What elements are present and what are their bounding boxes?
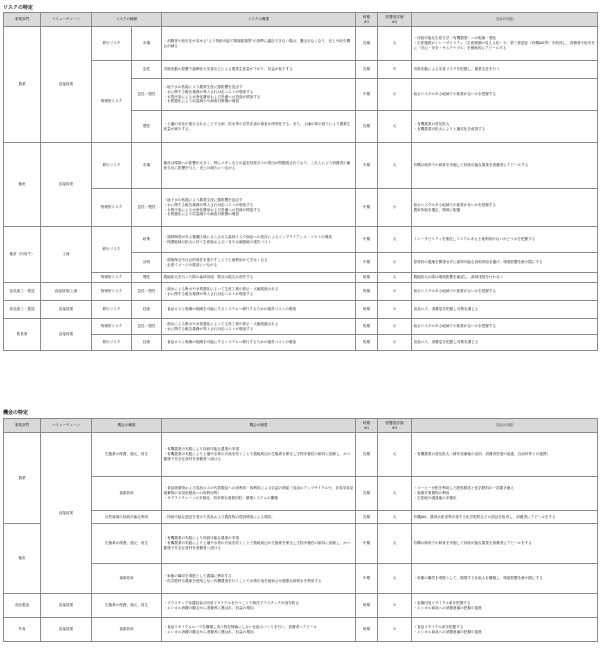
summary-cell: ・プラスチック容器包装の回収リサイクルを行うことで海洋プラスチック汚染を防止 ・エシカル消費の観点から消費者に選ばれ、収益の増加 (162, 594, 356, 618)
impact-cell: 大 (378, 227, 412, 253)
summary-cell: ・渇水による断水や水質悪化によって生産工程の停止・大幅短縮される ・水に関する報告義務が導入され対応コストが増加する (162, 319, 356, 335)
risk-subtype-cell: 慢性 (132, 111, 162, 143)
summary-cell: ・食品ロスと廃棄の削減を可能にするシステムへ移行するための運営コストの増加 (162, 335, 356, 351)
value-chain-cell: 直接採業 (41, 618, 92, 642)
table-row (4, 564, 598, 594)
impact-cell: 大 (378, 273, 412, 283)
dept-cell: 農業 (4, 433, 41, 524)
response-cell: ・有機農業の普及拡大 ・有機農業の拡大により土壌劣化を改善する (412, 111, 598, 143)
summary-cell: ・食品リサイクルループを構築し食べ物を無駄にしない仕組みづくりを行い、消費者へアピール ・エシカル消費の観点から消費者に選ばれ、収益の増加 (162, 618, 356, 642)
header-opportunity-type: 機会の種類 (92, 419, 162, 433)
risk-header-row (4, 13, 598, 27)
summary-cell: 農地拡大を行った際の森林伐採、既存の植生が消失する (162, 273, 356, 283)
response-cell: 取水リスクのある地域での採業がないかを把握する (412, 283, 598, 301)
header-response: 当社の対応 (412, 419, 598, 433)
response-cell: ・コーヒー豆粕を利用した肥料製造と化学肥料の一部置き換え ・廃棄作業農物の利用 ・生産地や調達地の多様化 (412, 477, 598, 511)
response-cell: 有機の飼育での飼育を実施して持続可能な農業を消費者にアピールする (412, 143, 598, 189)
response-cell: 取水リスクのある地域での採業がないかを把握する (412, 319, 598, 335)
table-row (4, 524, 598, 564)
risk-type-cell: 移行リスク (92, 335, 132, 351)
opportunity-type-cell: 生態系の保護、復元、再生 (92, 433, 162, 477)
response-cell: 気候変動による災害リスクを把握し、農業生産を行う (412, 61, 598, 79)
table-row (4, 319, 598, 335)
dept-cell: 食品加工・製造 (4, 283, 41, 301)
risk-subtype-cell: 政策 (132, 227, 162, 253)
response-cell: 食品ロス、消費量を把握し対策を講じる (412, 301, 598, 319)
summary-cell: ・消費者や取引先が求める"より持続可能で環境配慮型"の基準に適応できない場合、選ばれなくなり、売上や取引機会が減る (162, 27, 356, 61)
response-cell: 食品ロス、消費量を把握し対策を講じる (412, 335, 598, 351)
impact-cell: 大 (378, 564, 412, 594)
opportunity-header-row (4, 419, 598, 433)
impact-cell: 小 (378, 253, 412, 273)
timing-cell: 長期 (356, 61, 378, 79)
table-row (4, 227, 598, 253)
response-cell: 有機の飼育での飼育を実施して持続可能な農業を消費者にアピールをする (412, 524, 598, 564)
impact-cell: 小 (378, 319, 412, 335)
summary-cell: ・食品ロスと廃棄の削減を可能にするシステムへ移行するための運営コストの増加 (162, 301, 356, 319)
value-chain-cell: 直接採業 (41, 301, 92, 319)
response-cell: 原材料の農地を開発せずに維持可能な食料供給を掲げ、環境影響を最小限にする (412, 253, 598, 273)
table-row (4, 27, 598, 61)
risk-subtype-cell: 急性・慢性 (132, 283, 162, 301)
opportunity-type-cell: 自然資源の持続可能な利用 (92, 511, 162, 524)
impact-cell: 小 (378, 283, 412, 301)
header-impact: 影響度評価 ※2 (378, 13, 412, 27)
table-row (4, 477, 598, 511)
timing-cell: 短期 (356, 594, 378, 618)
impact-cell: 大 (378, 111, 412, 143)
header-risk-summary: リスクの概要 (162, 13, 356, 27)
summary-cell: ・土壌の劣化が進行されることで大雨、洪水等の自然災害の被害が深刻化する。また、土壌の質の低下により農業生産量が減少する。 (162, 111, 356, 143)
header-dept: 事業部門 (4, 419, 41, 433)
response-cell: 取水リスクのある地域での採業がないかを把握する (412, 79, 598, 111)
risk-type-cell: 移行リスク (92, 27, 132, 61)
response-cell: 取水リスクのある地域での採業がないかを把握する 農家所地を選定、環境に配慮 (412, 189, 598, 227)
summary-cell: 気候変動の影響で過剰化や災害などによる農業生産量が下がり、収益が低下する (162, 61, 356, 79)
impact-cell: 中 (378, 61, 412, 79)
risk-type-cell: 移行リスク (92, 301, 132, 319)
response-cell: ・食品リサイクル率を把握する ・エシカル商品への消費意識の把握の促進 (412, 618, 598, 642)
response-cell: ・有機農業の普及拡大（耕作放棄地の活用、消費者啓発の促進、自治体等との連携） (412, 433, 598, 477)
risk-type-cell: 移行リスク (92, 227, 132, 273)
impact-cell: 大 (378, 27, 412, 61)
table-row (4, 61, 598, 79)
timing-cell: 長期 (356, 477, 378, 511)
summary-cell: ・環境保全や社会的責任を果たすことで土地利用ができなくなる ・企業イメージの要請につながる (162, 253, 356, 273)
risk-subtype-cell: 技術 (132, 335, 162, 351)
risk-section-title: リスクの特定 (3, 5, 33, 11)
timing-cell: 中期 (356, 253, 378, 273)
risk-type-cell: 物理的リスク (92, 61, 132, 143)
summary-cell: ・有機農業の実践により持続可能な農業の実現 ・有機農業の実践により土壌や水質の汚染を防ぐことで農地周辺の生態系を保全し生物多様性の維持に貢献し、かつ健康で安全な食材を消費者へ届ける (162, 433, 356, 477)
table-row (4, 511, 598, 524)
value-chain-cell: 直接採業/上流 (41, 283, 92, 301)
dept-cell: 畜産（肉用牛） (4, 227, 41, 283)
summary-cell: ・渇水による断水や水質悪化によって生産工程の停止・大幅短縮される ・水に関する報告義務が導入され対応コストが増加する (162, 283, 356, 301)
impact-cell: 小 (378, 79, 412, 111)
header-value-chain: バリューチェーン (41, 419, 92, 433)
impact-cell: 大 (378, 524, 412, 564)
timing-cell: 長期 (356, 511, 378, 524)
table-row (4, 143, 598, 189)
risk-subtype-cell: 慢性 (132, 273, 162, 283)
impact-cell: 小 (378, 335, 412, 351)
risk-type-cell: 物理的リスク (92, 319, 132, 335)
impact-cell: 大 (378, 433, 412, 477)
table-row (4, 273, 598, 283)
table-row (4, 283, 598, 301)
risk-subtype-cell: 急性・慢性 (132, 189, 162, 227)
response-cell: 有機JAS、農林水産省等が発する化学肥料などの認証を取得し、消費者にアピールをする (412, 511, 598, 524)
impact-cell: 小 (378, 189, 412, 227)
table-row (4, 335, 598, 351)
risk-table (3, 12, 598, 351)
timing-cell: 長期 (356, 433, 378, 477)
impact-cell: 小 (378, 301, 412, 319)
impact-cell: 小 (378, 594, 412, 618)
response-cell: ・家畜の糞尿を堆肥として、循環する仕組みを構築し、環境影響を最小限にする (412, 564, 598, 594)
summary-cell: ・持続可能な認証を受けた食品および農産物の提供増加による増収。 (162, 511, 356, 524)
header-impact: 影響度評価 ※2 (378, 419, 412, 433)
dept-cell: 外食 (4, 618, 41, 642)
value-chain-cell: 直接採業 (41, 319, 92, 351)
header-timing: 時期 ※1 (356, 13, 378, 27)
header-response: 当社の対応 (412, 13, 598, 27)
response-cell: ・容器回収リサイクル率を把握する ・エシカル商品への消費意識の把握の促進 (412, 594, 598, 618)
risk-subtype-cell: 市場 (132, 27, 162, 61)
risk-subtype-cell: 急性・慢性 (132, 79, 162, 111)
value-chain-cell: 上流 (41, 227, 92, 283)
timing-cell: 中期 (356, 143, 378, 189)
timing-cell: 短期 (356, 618, 378, 642)
timing-cell: 短期 (356, 319, 378, 335)
timing-cell: 短期 (356, 283, 378, 301)
summary-cell: ・地下水の枯渇により農業生産に悪影響を及ぼす ・水に関する報告義務が導入され対応コストが増加する ・水質汚染による水浄化費用および設備への投資が増加する ・水質悪化により収量減少や病害対策費の増加 (162, 189, 356, 227)
summary-cell: 畜産は環境への影響が大きく、特にメタンなどの温室効果ガスの排出が問題視されており、これらにより消費者の畜産支出に影響を与え、売上の減少につながる (162, 143, 356, 189)
risk-subtype-cell: 急性・慢性 (132, 319, 162, 335)
table-row (4, 301, 598, 319)
impact-cell: 大 (378, 511, 412, 524)
opportunity-table (3, 418, 598, 642)
impact-cell: 大 (378, 477, 412, 511)
opportunity-type-cell: 資源効率 (92, 477, 162, 511)
response-cell: 農地拡大の際は環境影響を確認し、森林伐採を行わない (412, 273, 598, 283)
timing-cell: 短期 (356, 301, 378, 319)
value-chain-cell: 直接採業 (41, 433, 92, 594)
timing-cell: 長期 (356, 111, 378, 143)
summary-cell: ・有機農業の実践により持続可能な農業の実現 ・有機農業の実践により土壌や水質の汚染を防ぐことで農地周辺の生態系を保全し生物多様性の維持に貢献し、かつ健康で安全な食材を消費者へ届ける (162, 524, 356, 564)
dept-cell: 飲食業 (4, 319, 41, 351)
opportunity-type-cell: 生態系の保護、復元、再生 (92, 594, 162, 618)
timing-cell: 短期 (356, 335, 378, 351)
risk-subtype-cell: 技術 (132, 301, 162, 319)
risk-subtype-cell: 市場 (132, 143, 162, 189)
summary-cell: ・規制制度がある置蔵区域にさらされる森林リスク商品への依存によるコンプライアンス・コストの増加 ・保護地域の拡大に伴う生産地および／または調達地の喪失コスト (162, 227, 356, 253)
header-value-chain: バリューチェーン (41, 13, 92, 27)
response-cell: トレーサビリティを強化しリスクのある土地利用がないかどうかを把握する (412, 227, 598, 253)
dept-cell: 食品加工・製造 (4, 301, 41, 319)
value-chain-cell: 直接採業 (41, 594, 92, 618)
timing-cell: 中期 (356, 227, 378, 253)
summary-cell: ・食品廃棄物および食品ロスの代替製品への再利用・再利用による収益の増加（食品のアップサイクルや、非食用食品廃棄物の非食用製品への再利用等） ・サプライチェーンの多様化、効率的な資源回収・循環システムの構築 (162, 477, 356, 511)
timing-cell: 中期 (356, 524, 378, 564)
timing-cell: 中期 (356, 564, 378, 594)
opportunity-type-cell: 生態系の保護、復元、再生 (92, 524, 162, 564)
impact-cell: 大 (378, 143, 412, 189)
header-risk-type: リスクの種類 (92, 13, 162, 27)
table-row (4, 433, 598, 477)
summary-cell: ・家畜の糞尿を堆肥として農場に利用する ・化学肥料や農薬を使用しない有機農業を行うことで水質汚染を緩和させ健康な飼育水を利用する (162, 564, 356, 594)
opportunity-type-cell: 資源効率 (92, 564, 162, 594)
risk-type-cell: 物理的リスク (92, 189, 132, 227)
risk-subtype-cell: 評判 (132, 253, 162, 273)
table-row (4, 594, 598, 618)
value-chain-cell: 直接採業 (41, 143, 92, 227)
timing-cell: 中期 (356, 79, 378, 111)
table-row (4, 189, 598, 227)
header-opportunity-summary: 機会の概要 (162, 419, 356, 433)
timing-cell: 長期 (356, 27, 378, 61)
risk-type-cell: 物理的リスク (92, 273, 132, 283)
dept-cell: 畜産 (4, 524, 41, 594)
timing-cell: 中期 (356, 189, 378, 227)
opportunity-section-title: 機会の特定 (3, 410, 29, 416)
dept-cell: 食品製造 (4, 594, 41, 618)
header-timing: 時期 ※1 (356, 419, 378, 433)
opportunity-type-cell: 資源効率 (92, 618, 162, 642)
risk-subtype-cell: 急性 (132, 61, 162, 79)
table-row (4, 618, 598, 642)
dept-cell: 畜産 (4, 143, 41, 227)
response-cell: ・持続可能な生産方法（有機農業）への転換・強化 ・生産過程のトレーサビリティ（生産履歴の見える化）や、第三者認証（有機JAS等）を取得し、消費者や取引先に「安心・安全・サステナブル」を積極的にアピールする (412, 27, 598, 61)
summary-cell: ・地下水の枯渇により農業生産に悪影響を及ぼす ・水に関する報告義務が導入され対応コストが増加する ・水質汚染による水浄化費用および設備への投資が増加する ・水質悪化により収量減少や病害対策費の増加 (162, 79, 356, 111)
risk-type-cell: 物理的リスク (92, 283, 132, 301)
impact-cell: 小 (378, 618, 412, 642)
timing-cell: 短期 (356, 273, 378, 283)
value-chain-cell: 直接採業 (41, 27, 92, 143)
dept-cell: 農業 (4, 27, 41, 143)
header-dept: 事業部門 (4, 13, 41, 27)
risk-type-cell: 移行リスク (92, 143, 132, 189)
